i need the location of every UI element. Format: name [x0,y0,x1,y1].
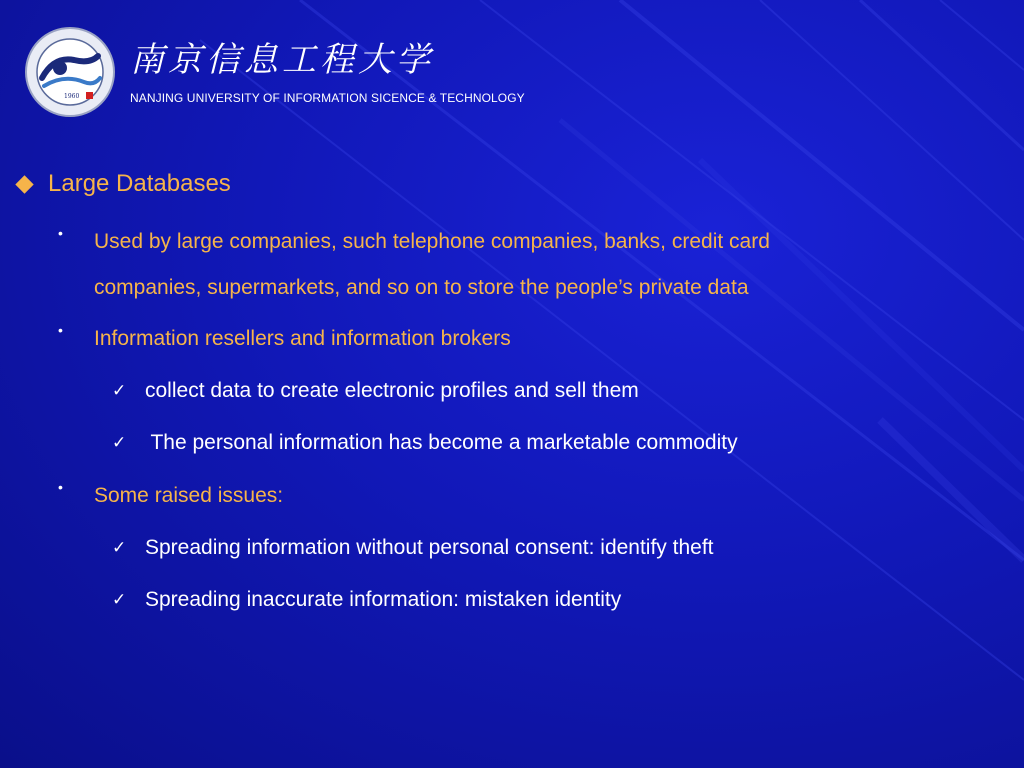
sub-list-item-text: The personal information has become a marketable commodity [145,431,738,454]
heading-item [14,170,231,198]
slide-header [0,0,1024,130]
sub-list-item-text: Spreading information without personal consent: identify theft [145,536,714,559]
sub-list-item [112,536,714,560]
dot-bullet-icon: • [58,322,63,338]
university-name-cn: 南京信息工程大学 [130,40,434,80]
dot-bullet-icon: • [58,225,63,241]
list-item-line: Used by large companies, such telephone companies, banks, credit card [94,230,770,253]
sub-list-item [112,379,639,403]
sub-list-item [112,588,621,612]
sub-list-item-text: Spreading inaccurate information: mistaken identity [145,588,622,611]
dot-bullet-icon: • [58,479,63,495]
list-item [58,316,511,362]
checkmark-icon: ✓ [112,433,127,452]
slide-heading: Large Databases [48,170,231,197]
logo-year: 1960 [64,93,80,100]
list-item [58,473,283,519]
sub-list-item-text: collect data to create electronic profiles and sell them [145,379,639,402]
list-item-text: Some raised issues: [94,484,284,507]
checkmark-icon: ✓ [112,590,127,609]
university-seal-icon [24,26,116,118]
list-item-text [94,219,770,311]
list-item-text: Information resellers and information brokers [94,327,511,350]
university-name-en: NANJING UNIVERSITY OF INFORMATION SICENCE & TECHNOLOGY [130,91,525,105]
checkmark-icon: ✓ [112,381,127,400]
diamond-bullet-icon [15,175,33,193]
sub-list-item [112,431,738,455]
checkmark-icon: ✓ [112,538,127,557]
list-item-line: companies, supermarkets, and so on to store the people’s private data [94,276,749,299]
list-item [58,219,770,311]
